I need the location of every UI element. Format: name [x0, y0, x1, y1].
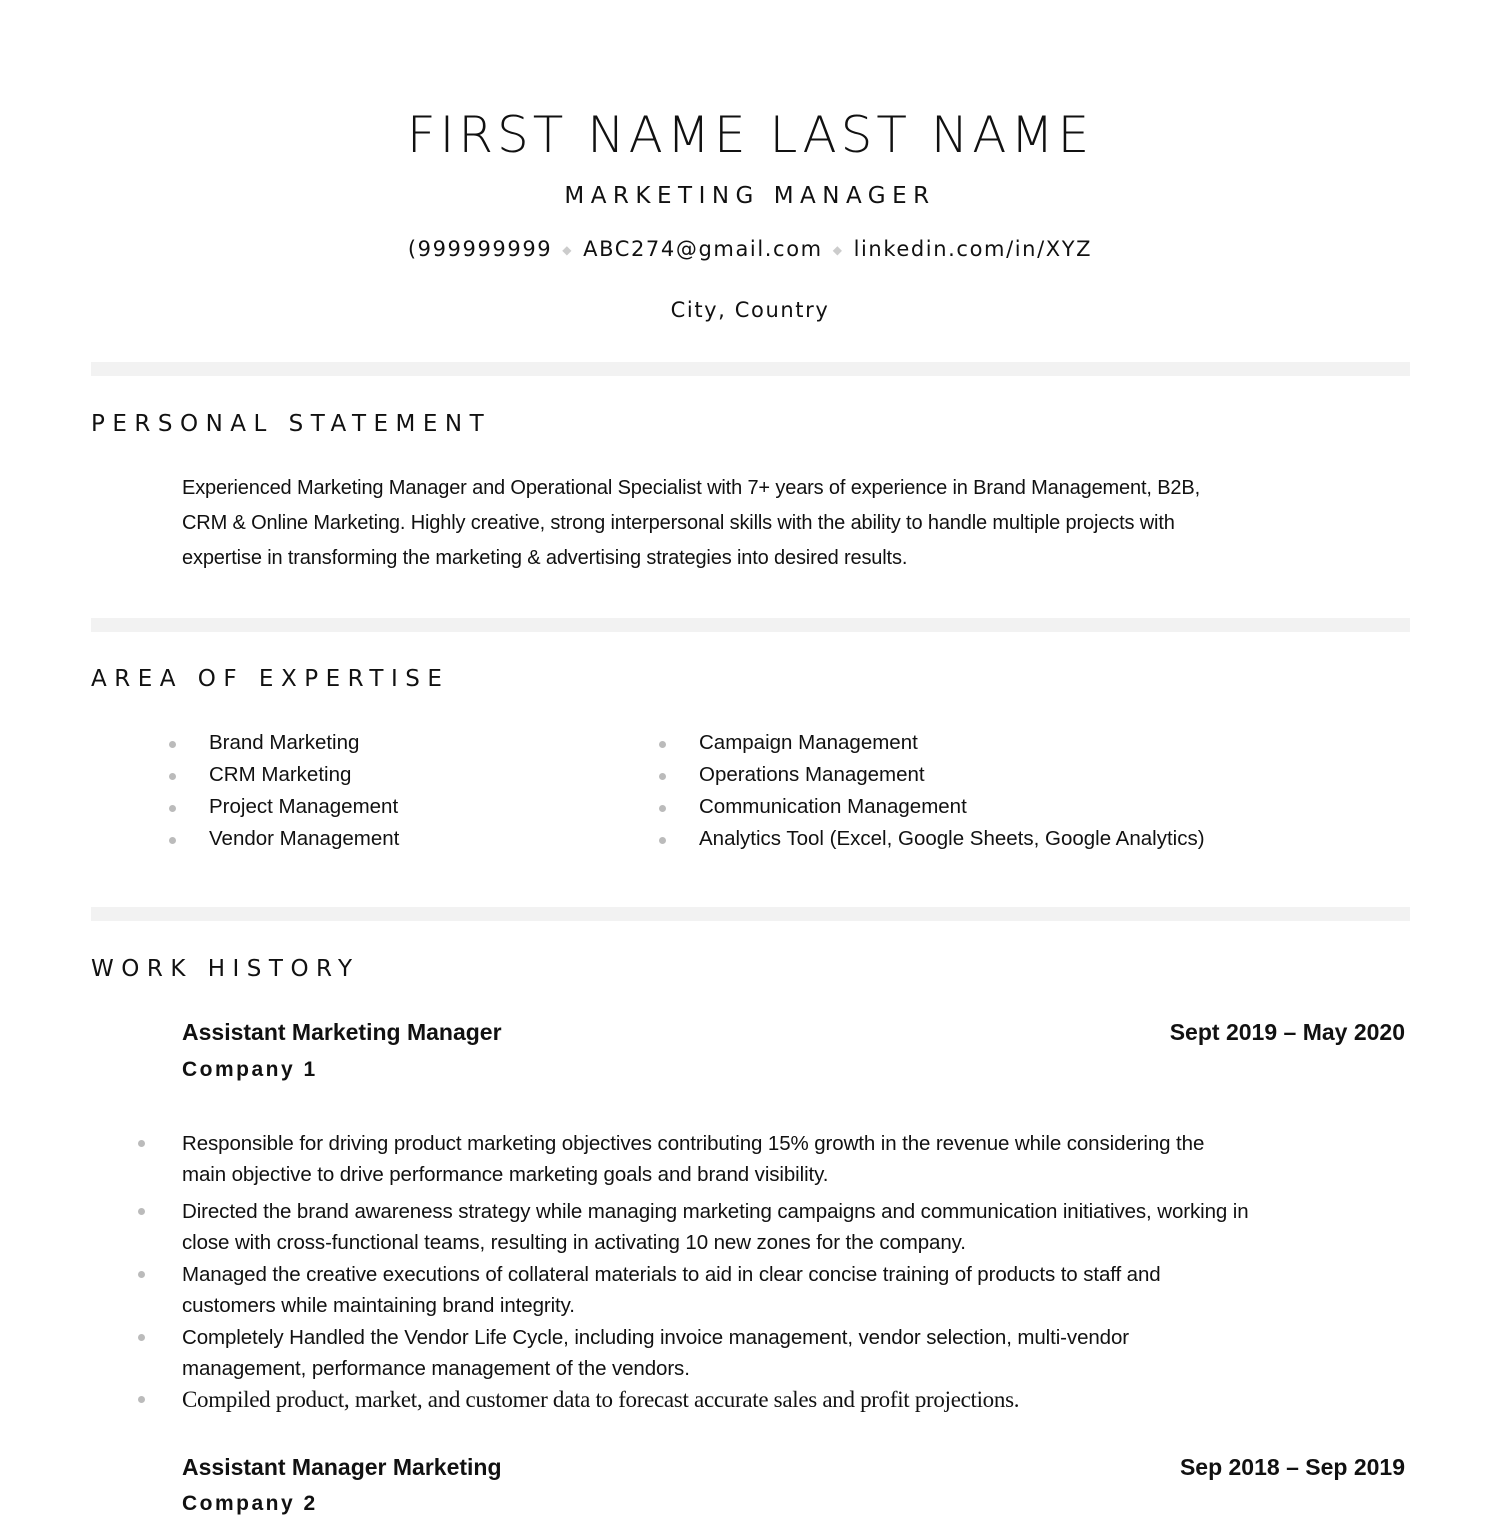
text-line: Directed the brand awareness strategy while managing marketing campaigns and communication initiatives, working in	[182, 1200, 1249, 1223]
bullet-icon	[659, 805, 666, 812]
bullet-icon	[138, 1140, 145, 1147]
text-line: close with cross-functional teams, resulting in activating 10 new zones for the company.	[182, 1231, 966, 1254]
divider	[91, 362, 1410, 376]
expertise-item: CRM Marketing	[209, 763, 352, 786]
job-title: Assistant Marketing Manager	[182, 1019, 502, 1045]
text-line: management, performance management of the vendors.	[182, 1357, 690, 1380]
section-heading: PERSONAL STATEMENT	[91, 411, 492, 437]
separator-icon: ◆	[832, 243, 844, 257]
job-bullet	[182, 1196, 1407, 1258]
bullet-icon	[169, 805, 176, 812]
job-bullet	[182, 1259, 1407, 1321]
separator-icon: ◆	[562, 243, 574, 257]
expertise-item: Vendor Management	[209, 827, 400, 850]
job-header	[182, 1019, 1405, 1046]
text-line: Managed the creative executions of collateral materials to aid in clear concise training of products to staff and	[182, 1263, 1161, 1286]
divider	[91, 618, 1410, 632]
job-bullet	[182, 1322, 1407, 1384]
bullet-icon	[659, 837, 666, 844]
job-title: Assistant Manager Marketing	[182, 1454, 502, 1480]
text-line: expertise in transforming the marketing & advertising strategies into desired results.	[182, 547, 908, 569]
expertise-item: Communication Management	[699, 795, 967, 818]
location: City, Country	[670, 298, 830, 322]
bullet-icon	[138, 1396, 145, 1403]
email[interactable]: ABC274@gmail.com	[583, 237, 823, 261]
text-line: Compiled product, market, and customer data to forecast accurate sales and profit projections.	[182, 1387, 1020, 1412]
phone: (999999999	[407, 237, 553, 261]
text-line: Experienced Marketing Manager and Operational Specialist with 7+ years of experience in Brand Management, B2B,	[182, 477, 1200, 499]
bullet-icon	[659, 773, 666, 780]
expertise-item: Brand Marketing	[209, 731, 360, 754]
job-bullet	[182, 1128, 1407, 1190]
bullet-icon	[138, 1208, 145, 1215]
company-name: Company 1	[182, 1058, 318, 1081]
expertise-item: Campaign Management	[699, 731, 918, 754]
job-dates: Sept 2019 – May 2020	[1169, 1019, 1405, 1045]
section-heading: AREA OF EXPERTISE	[91, 666, 450, 692]
bullet-icon	[659, 741, 666, 748]
divider	[91, 907, 1410, 921]
text-line: customers while maintaining brand integrity.	[182, 1294, 575, 1317]
bullet-icon	[169, 773, 176, 780]
bullet-icon	[169, 837, 176, 844]
text-line: CRM & Online Marketing. Highly creative, strong interpersonal skills with the ability to handle multiple projects with	[182, 512, 1175, 534]
job-role: MARKETING MANAGER	[564, 183, 936, 209]
text-line: Completely Handled the Vendor Life Cycle, including invoice management, vendor selection, multi-vendor	[182, 1326, 1129, 1349]
expertise-item: Analytics Tool (Excel, Google Sheets, Google Analytics)	[699, 827, 1205, 850]
expertise-item: Project Management	[209, 795, 399, 818]
job-bullet	[182, 1384, 1407, 1415]
section-heading: WORK HISTORY	[91, 956, 360, 982]
text-line: Responsible for driving product marketing objectives contributing 15% growth in the revenue while considering the	[182, 1132, 1205, 1155]
personal-statement	[182, 471, 1382, 576]
linkedin[interactable]: linkedin.com/in/XYZ	[853, 237, 1093, 261]
contact-line	[0, 237, 1500, 261]
job-dates: Sep 2018 – Sep 2019	[1179, 1454, 1405, 1480]
bullet-icon	[138, 1334, 145, 1341]
company-name: Company 2	[182, 1492, 318, 1515]
text-line: main objective to drive performance marketing goals and brand visibility.	[182, 1163, 829, 1186]
bullet-icon	[138, 1271, 145, 1278]
candidate-name: FIRST NAME LAST NAME	[406, 106, 1094, 164]
expertise-item: Operations Management	[699, 763, 925, 786]
job-header	[182, 1454, 1405, 1481]
bullet-icon	[169, 741, 176, 748]
